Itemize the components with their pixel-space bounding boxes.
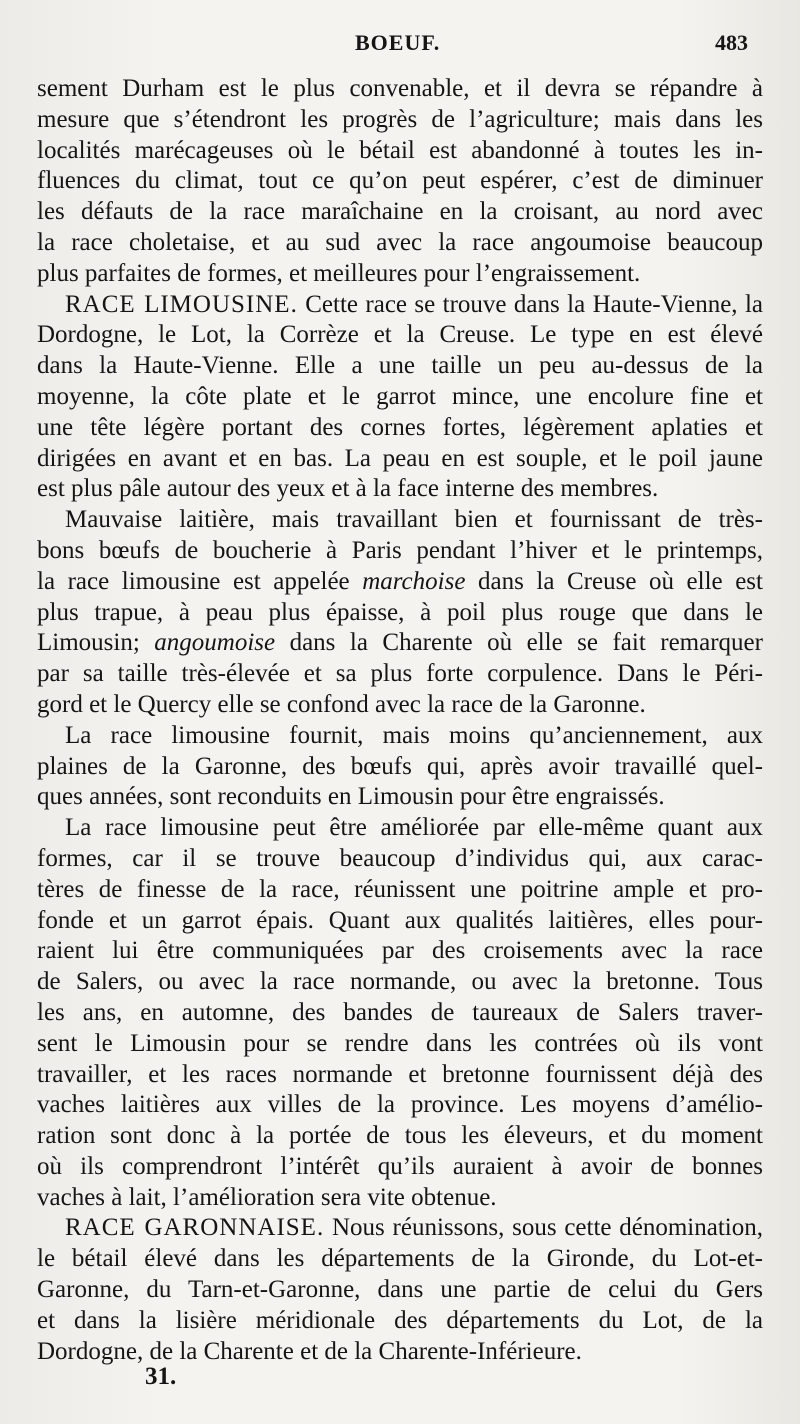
text-line: [37, 752, 763, 783]
text-line: [37, 474, 763, 505]
text-line: [37, 1121, 763, 1152]
line-text: de Salers, ou avec la race normande, ou avec la bretonne. Tous: [37, 968, 763, 996]
line-text: Limousin;: [37, 629, 155, 657]
text-line: [37, 1275, 763, 1306]
line-text: raient lui être communiquées par des croisements avec la race: [37, 937, 763, 965]
line-text: mesure que s’étendront les progrès de l’agriculture; mais dans les: [37, 105, 763, 133]
line-text: moyenne, la côte plate et le garrot mince, une encolure fine et: [37, 382, 763, 410]
text-line: [37, 875, 763, 906]
text-line: [37, 659, 763, 690]
line-text: Cette race se trouve dans la Haute-Vienne, la: [297, 290, 763, 318]
text-line: [37, 259, 763, 290]
line-text: sement Durham est le plus convenable, et il devra se répandre à: [37, 75, 763, 102]
text-line: [37, 628, 763, 659]
text-line: [37, 906, 763, 937]
line-text: formes, car il se trouve beaucoup d’individus qui, aux carac-: [37, 844, 763, 872]
line-text: est plus pâle autour des yeux et à la face interne des membres.: [37, 475, 659, 503]
line-text: tères de finesse de la race, réunissent une poitrine ample et pro-: [37, 875, 763, 903]
line-text: La race limousine peut être améliorée par elle-même quant aux: [65, 814, 763, 842]
running-head-title: BOEUF.: [355, 30, 441, 55]
line-text: les ans, en automne, des bandes de taureaux de Salers traver-: [37, 998, 763, 1026]
text-line: [37, 413, 763, 444]
line-text: Nous réunissons, sous cette dénomination,: [324, 1214, 763, 1242]
text-line: [37, 1183, 763, 1214]
line-text: par sa taille très-élevée et sa plus forte corpulence. Dans le Péri-: [37, 660, 763, 688]
line-text: Dordogne, le Lot, la Corrèze et la Creuse. Le type en est élevé: [37, 321, 763, 349]
text-line: [37, 290, 763, 321]
text-line: [37, 1213, 763, 1244]
line-text: vaches laitières aux villes de la province. Les moyens d’amélio-: [37, 1091, 763, 1119]
line-text: La race limousine fournit, mais moins qu’anciennement, aux: [65, 721, 763, 749]
line-text: sent le Limousin pour se rendre dans les contrées où ils vont: [37, 1029, 763, 1057]
line-text: gord et le Quercy elle se confond avec la race de la Garonne.: [37, 690, 646, 718]
italic-term: angoumoise: [154, 629, 276, 657]
text-line: [37, 1244, 763, 1275]
text-line: [37, 690, 763, 721]
text-line: [37, 320, 763, 351]
line-text: dans la Charente où elle se fait remarquer: [275, 629, 763, 657]
line-text: la race limousine est appelée: [37, 567, 363, 595]
line-text: fluences du climat, tout ce qu’on peut espérer, c’est de diminuer: [37, 167, 763, 195]
text-line: [37, 1029, 763, 1060]
line-text: les défauts de la race maraîchaine en la croisant, au nord avec: [37, 198, 763, 226]
signature-mark: 31.: [145, 1363, 177, 1390]
text-line: [37, 844, 763, 875]
line-text: le bétail élevé dans les départements de la Gironde, du Lot-et-: [37, 1245, 763, 1273]
line-text: Garonne, du Tarn-et-Garonne, dans une partie de celui du Gers: [37, 1276, 763, 1304]
text-line: [37, 136, 763, 167]
text-line: [37, 1090, 763, 1121]
line-text: dirigées en avant et en bas. La peau en est souple, et le poil jaune: [37, 444, 763, 472]
text-line: [37, 936, 763, 967]
line-text: dans la Creuse où elle est: [465, 567, 763, 595]
line-text: où ils comprendront l’intérêt qu’ils auraient à avoir de bonnes: [37, 1152, 763, 1180]
text-line: [37, 1306, 763, 1337]
line-text: vaches à lait, l’amélioration sera vite obtenue.: [37, 1183, 497, 1211]
line-text: Mauvaise laitière, mais travaillant bien et fournissant de très-: [65, 506, 763, 534]
text-line: [37, 567, 763, 598]
line-text: plus trapue, à peau plus épaisse, à poil plus rouge que dans le: [37, 598, 763, 626]
text-line: [37, 197, 763, 228]
line-text: une tête légère portant des cornes fortes, légèrement aplaties et: [37, 413, 763, 441]
line-text: ques années, sont reconduits en Limousin pour être engraissés.: [37, 783, 665, 811]
line-text: ration sont donc à la portée de tous les éleveurs, et du moment: [37, 1122, 763, 1150]
section-heading: RACE LIMOUSINE.: [65, 290, 298, 318]
running-head: [0, 30, 800, 64]
line-text: Dordogne, de la Charente et de la Charente-Inférieure.: [37, 1337, 582, 1365]
text-line: [37, 74, 763, 105]
line-text: plus parfaites de formes, et meilleures pour l’engraissement.: [37, 259, 641, 287]
text-line: [37, 998, 763, 1029]
body-text: [37, 74, 763, 1367]
text-line: [37, 813, 763, 844]
line-text: et dans la lisière méridionale des départements du Lot, de la: [37, 1306, 763, 1334]
line-text: travailler, et les races normande et bretonne fournissent déjà des: [37, 1060, 763, 1088]
text-line: [37, 721, 763, 752]
text-line: [37, 782, 763, 813]
line-text: localités marécageuses où le bétail est abandonné à toutes les in-: [37, 136, 763, 164]
section-heading: RACE GARONNAISE.: [65, 1214, 325, 1242]
text-line: [37, 105, 763, 136]
line-text: plaines de la Garonne, des bœufs qui, après avoir travaillé quel-: [37, 752, 763, 780]
text-line: [37, 228, 763, 259]
italic-term: marchoise: [362, 567, 466, 595]
text-line: [37, 598, 763, 629]
text-line: [37, 351, 763, 382]
line-text: bons bœufs de boucherie à Paris pendant l’hiver et le printemps,: [37, 536, 763, 564]
text-line: [37, 444, 763, 475]
line-text: dans la Haute-Vienne. Elle a une taille un peu au-dessus de la: [37, 352, 763, 380]
text-line: [37, 1152, 763, 1183]
text-line: [37, 1060, 763, 1091]
text-line: [37, 536, 763, 567]
line-text: fonde et un garrot épais. Quant aux qualités laitières, elles pour-: [37, 906, 763, 934]
text-line: [37, 166, 763, 197]
text-line: [37, 382, 763, 413]
line-text: la race choletaise, et au sud avec la race angoumoise beaucoup: [37, 228, 763, 256]
text-line: [37, 505, 763, 536]
text-line: [37, 967, 763, 998]
page-number: 483: [715, 30, 748, 55]
